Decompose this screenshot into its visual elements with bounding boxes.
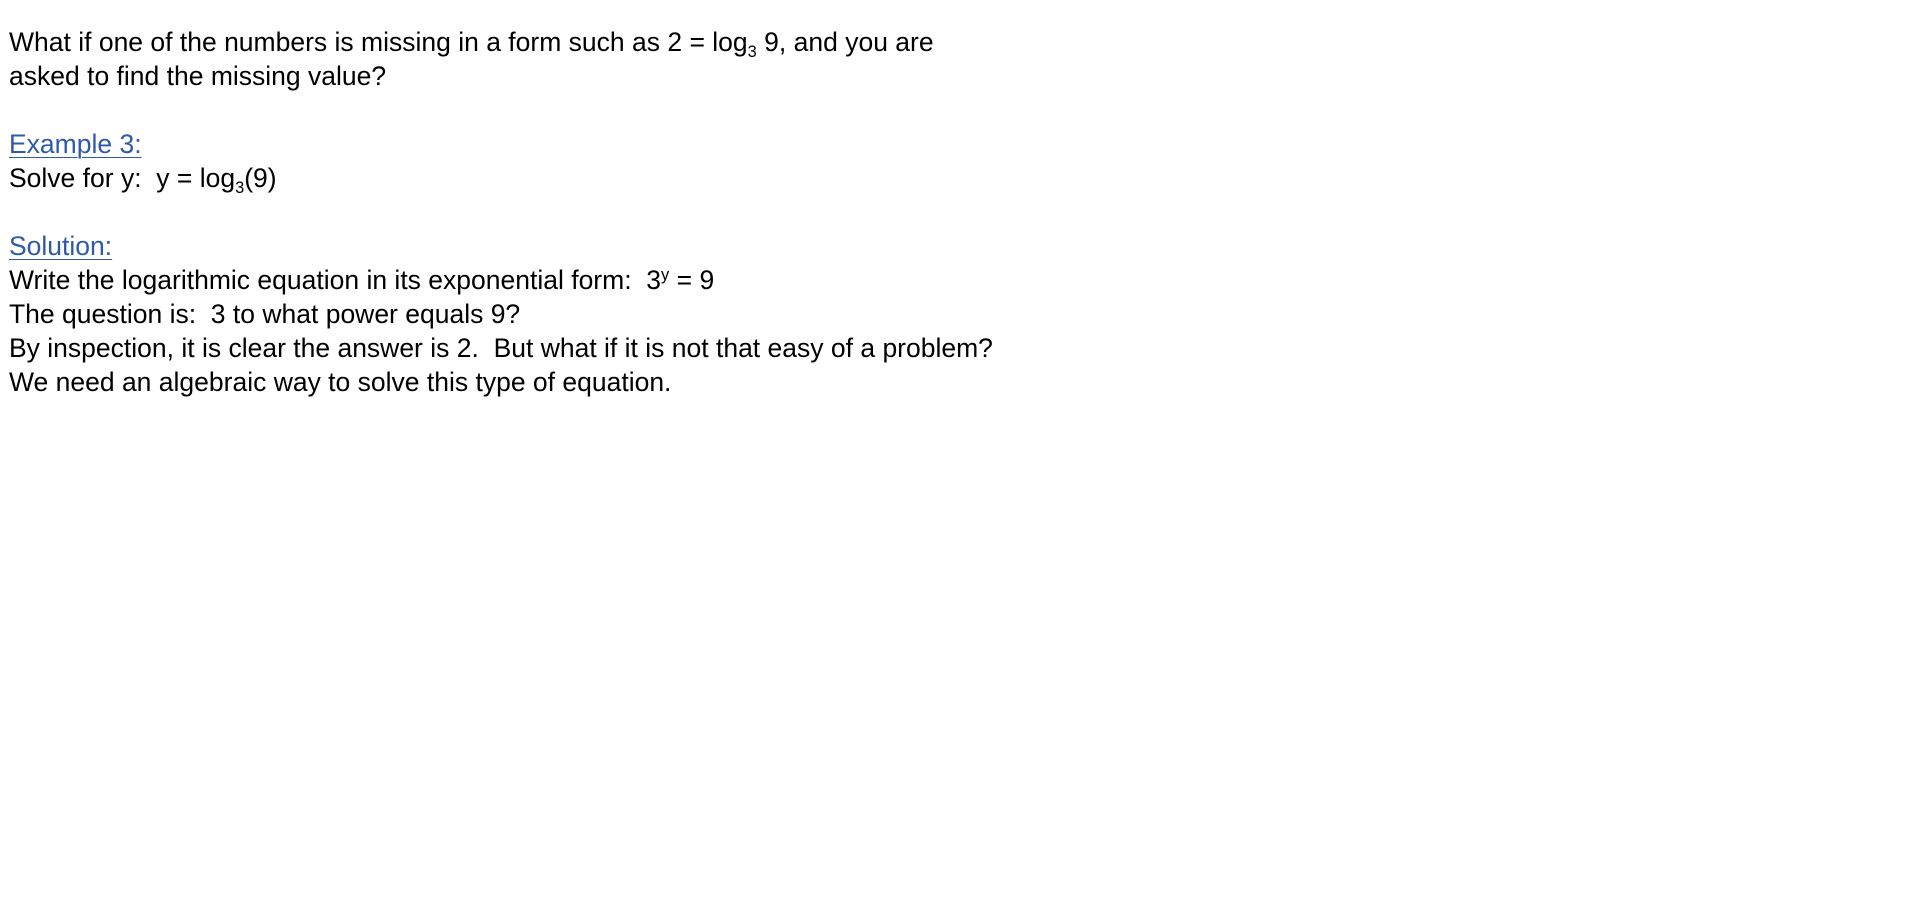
log-base-subscript: 3 [235,178,245,197]
spacer [9,93,1889,127]
intro-text: What if one of the numbers is missing in a form such as 2 = log [9,27,748,57]
exponent-superscript: y [661,265,670,284]
solution-step-1-end: = 9 [669,265,715,295]
example-heading: Example 3: [9,129,142,159]
intro-text-end: 9, and you are [756,27,934,57]
document-body [9,25,1889,399]
example-heading-line [9,127,1889,161]
spacer [9,195,1889,229]
solution-step-2: The question is: 3 to what power equals 9? [9,299,521,329]
solution-heading: Solution: [9,231,113,261]
intro-line-1 [9,25,1889,59]
log-base-subscript: 3 [747,42,757,61]
solution-step-4: We need an algebraic way to solve this type of equation. [9,367,672,397]
solution-step-1 [9,263,1889,297]
example-prompt-text: Solve for y: y = log [9,163,236,193]
solution-step-3: By inspection, it is clear the answer is 2. But what if it is not that easy of a problem? [9,333,993,363]
solution-step-1-text: Write the logarithmic equation in its exponential form: 3 [9,265,662,295]
solution-heading-line [9,229,1889,263]
intro-line-2: asked to find the missing value? [9,61,387,91]
example-prompt-argument: (9) [244,163,277,193]
example-prompt [9,161,1889,195]
